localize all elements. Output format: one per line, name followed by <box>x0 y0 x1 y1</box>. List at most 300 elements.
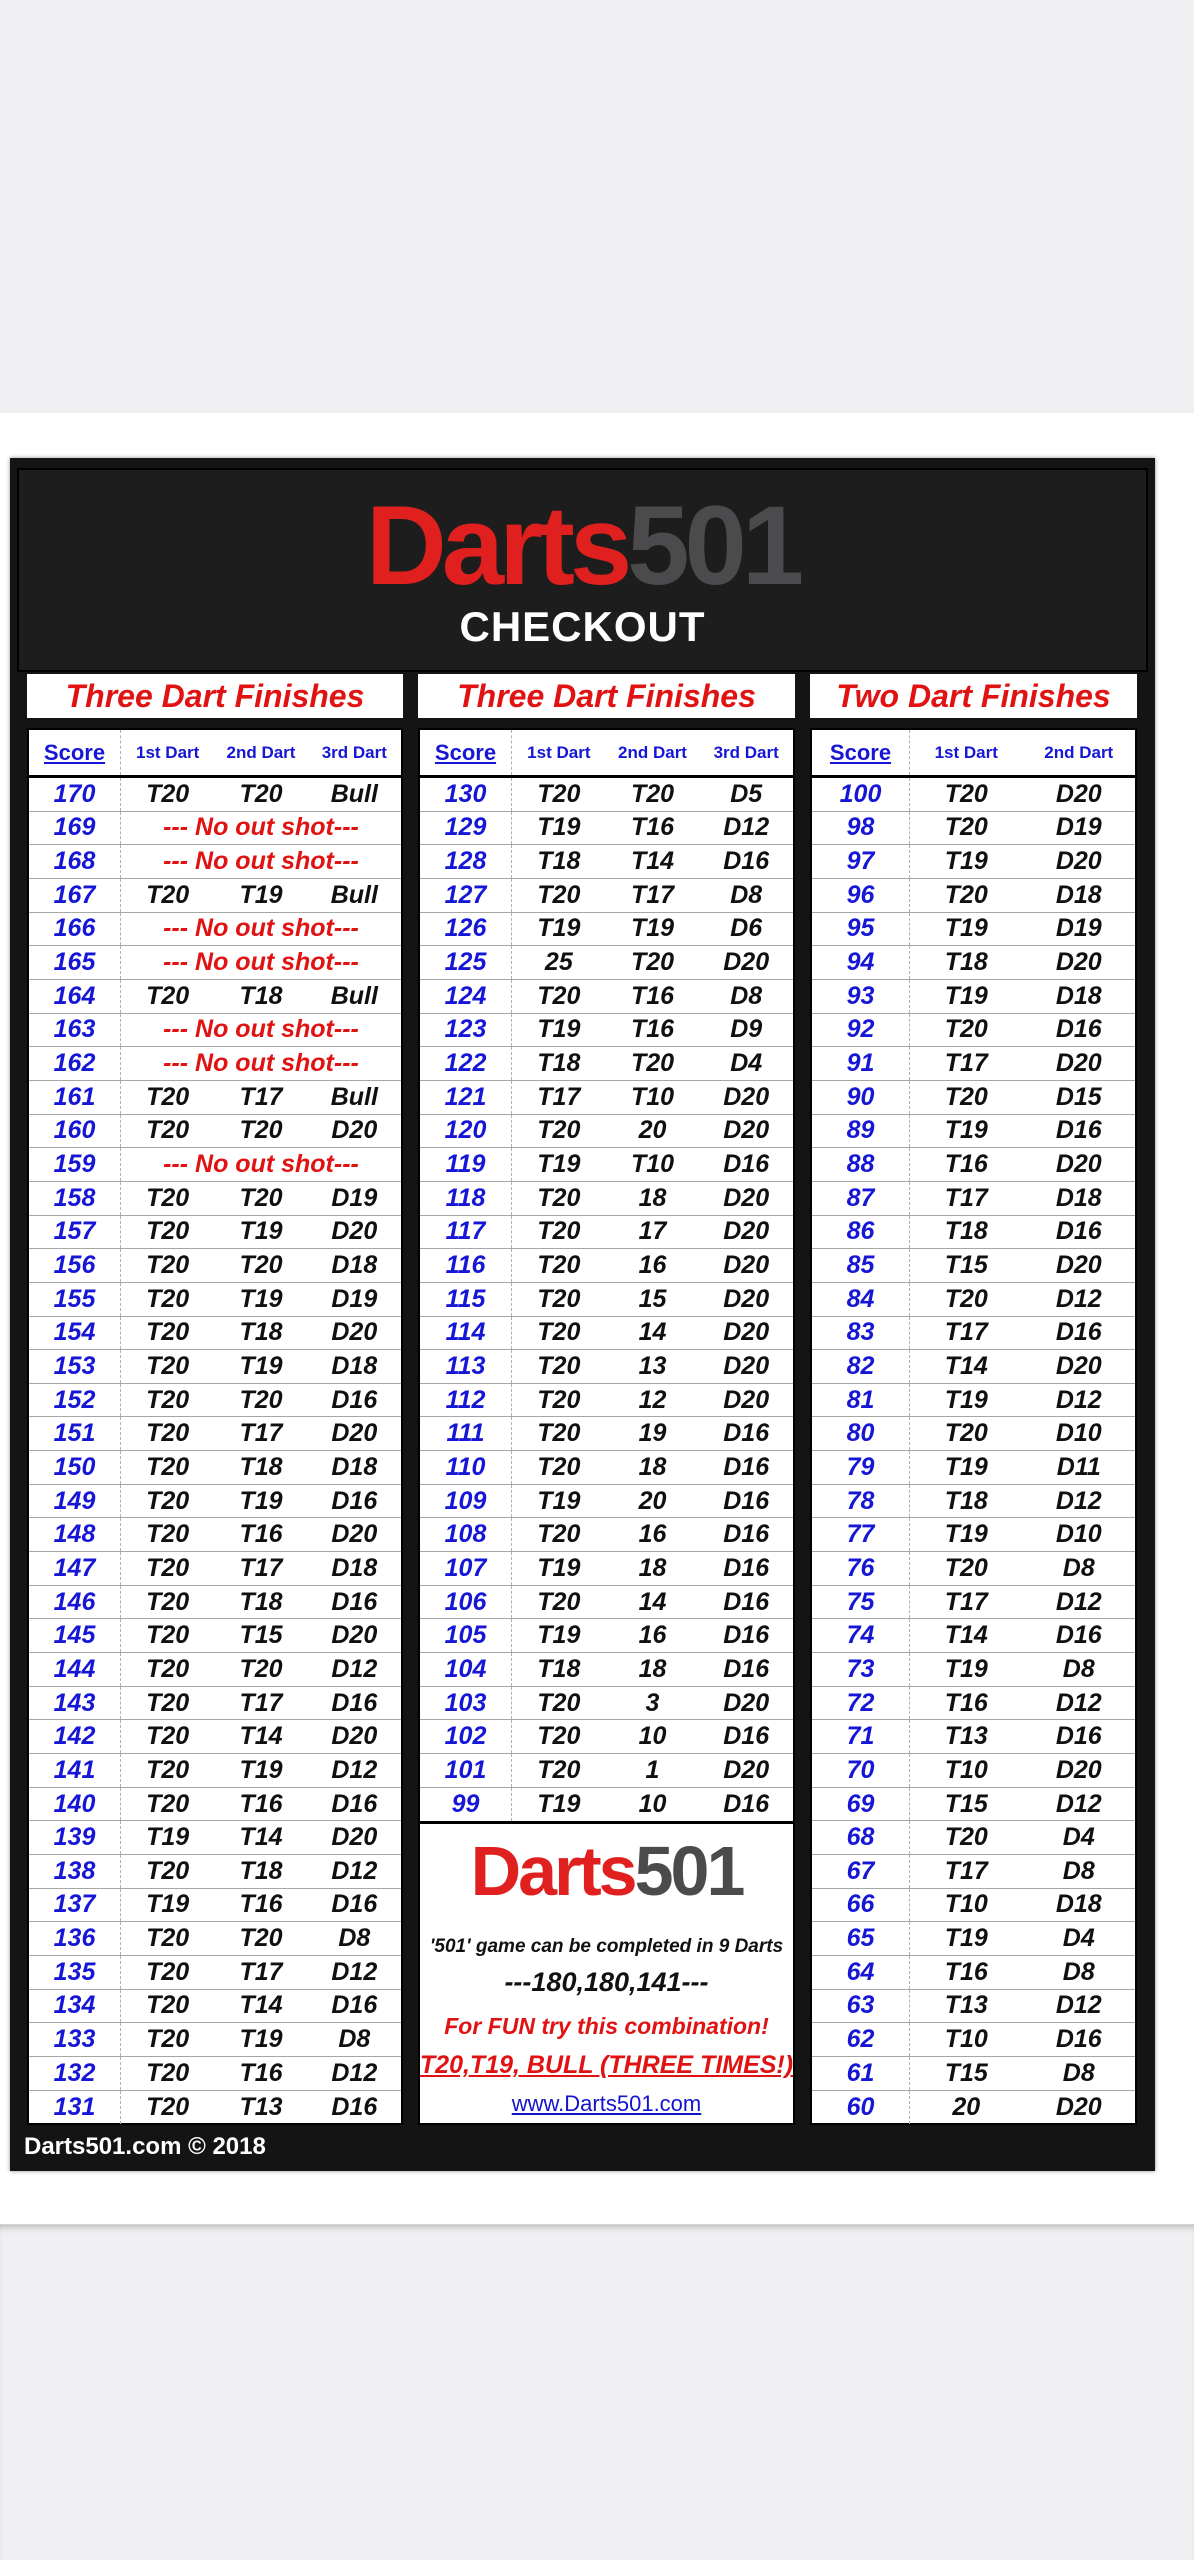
dart-value: T16 <box>944 1957 988 1986</box>
table-row <box>420 1081 793 1115</box>
score-cell <box>29 1081 121 1114</box>
checkout-chart-document <box>10 458 1155 2171</box>
score-header-label: Score <box>434 739 497 765</box>
table-row <box>812 1249 1135 1283</box>
dart-value: T20 <box>537 1587 581 1616</box>
score-value: 158 <box>53 1183 96 1212</box>
dart-value: D18 <box>331 1251 378 1280</box>
dart-value: T20 <box>146 2058 190 2087</box>
score-cell <box>420 845 512 878</box>
darts-cells <box>910 1754 1135 1787</box>
darts-cells <box>512 1283 793 1316</box>
score-cell <box>29 812 121 845</box>
dart-value: T20 <box>146 1991 190 2020</box>
table-row <box>420 1417 793 1451</box>
darts-cells <box>910 1182 1135 1215</box>
dart-column-header: 1st Dart <box>136 742 200 762</box>
score-value: 161 <box>53 1082 96 1111</box>
table-row <box>812 1014 1135 1048</box>
table-row <box>812 1182 1135 1216</box>
dart-value: T18 <box>944 1217 988 1246</box>
table-row <box>29 1720 401 1754</box>
dart-value: D12 <box>1055 1587 1102 1616</box>
dart-value: D16 <box>723 1654 770 1683</box>
table-row <box>420 1283 793 1317</box>
table-row <box>29 1788 401 1822</box>
score-cell <box>420 1451 512 1484</box>
score-value: 83 <box>846 1318 875 1347</box>
score-value: 97 <box>846 847 875 876</box>
dart-value: T16 <box>239 1890 283 1919</box>
dart-value: T20 <box>239 779 283 808</box>
dart-value: T20 <box>146 880 190 909</box>
score-value: 118 <box>445 1183 486 1212</box>
score-header-label: Score <box>43 739 106 765</box>
score-value: 112 <box>445 1385 486 1414</box>
dart-value: T20 <box>146 1385 190 1414</box>
dart-value: T20 <box>944 1284 988 1313</box>
dart-value: D16 <box>331 1789 378 1818</box>
score-cell <box>812 879 910 912</box>
dart-value: D16 <box>331 2092 378 2121</box>
dart-value: T20 <box>537 1520 581 1549</box>
dart-value: 15 <box>638 1284 667 1313</box>
dart-value: D18 <box>331 1351 378 1380</box>
darts-cells <box>512 1552 793 1585</box>
dart-value: T16 <box>944 1688 988 1717</box>
table-row <box>29 946 401 980</box>
dart-value: T20 <box>944 880 988 909</box>
score-cell <box>420 1552 512 1585</box>
copyright-text: Darts501.com © 2018 <box>24 2133 266 2160</box>
score-value: 76 <box>846 1553 875 1582</box>
dart-value: D16 <box>723 1621 770 1650</box>
score-value: 94 <box>846 948 875 977</box>
score-value: 142 <box>53 1722 96 1751</box>
dart-value: D8 <box>1062 1856 1095 1885</box>
score-cell <box>29 1216 121 1249</box>
score-value: 100 <box>839 779 882 808</box>
dart-value: T20 <box>944 1553 988 1582</box>
dart-value: D20 <box>1055 779 1102 808</box>
dart-value: T20 <box>146 2092 190 2121</box>
score-value: 152 <box>53 1385 96 1414</box>
dart-value: T10 <box>944 2025 988 2054</box>
dart-value: T20 <box>146 1654 190 1683</box>
dart-value: 14 <box>638 1318 667 1347</box>
table-row <box>420 1788 793 1822</box>
dart-value: D16 <box>723 1790 770 1819</box>
dart-value: T13 <box>944 1722 988 1751</box>
dart-value: D16 <box>331 1587 378 1616</box>
score-value: 91 <box>846 1049 875 1078</box>
dart-value: T20 <box>146 1722 190 1751</box>
dart-value: T13 <box>944 1991 988 2020</box>
score-cell <box>420 1148 512 1181</box>
darts-cells <box>910 980 1135 1013</box>
score-value: 150 <box>53 1452 96 1481</box>
dart-value: T19 <box>944 981 988 1010</box>
score-cell <box>420 1384 512 1417</box>
darts-cells <box>910 1922 1135 1955</box>
dart-value: D20 <box>1055 1351 1102 1380</box>
score-cell <box>812 2057 910 2090</box>
dart-value: D20 <box>723 1755 770 1784</box>
table-row <box>812 1115 1135 1149</box>
dart-value: T17 <box>537 1082 581 1111</box>
dart-value: T18 <box>239 1318 283 1347</box>
score-value: 128 <box>444 847 487 876</box>
dart-value: Bull <box>330 1082 378 1111</box>
score-cell <box>420 913 512 946</box>
dart-value: T19 <box>944 1520 988 1549</box>
darts-cells <box>121 1889 401 1922</box>
table-row <box>812 1350 1135 1384</box>
promo-text-for-fun: For FUN try this combination! <box>444 2013 769 2040</box>
table-row <box>29 845 401 879</box>
darts-cells <box>512 1586 793 1619</box>
dart-value: T19 <box>537 1486 581 1515</box>
dart-value: D16 <box>1055 2025 1102 2054</box>
score-cell <box>29 1720 121 1753</box>
darts-cells <box>512 946 793 979</box>
table-body <box>29 778 401 2124</box>
dart-value: T19 <box>537 1553 581 1582</box>
table-row <box>420 1720 793 1754</box>
dart-value: D19 <box>331 1284 378 1313</box>
table-row <box>812 913 1135 947</box>
table-row <box>420 1148 793 1182</box>
dart-value: T20 <box>239 1183 283 1212</box>
dart-value: D4 <box>1062 1924 1095 1953</box>
table-row <box>812 1081 1135 1115</box>
dart-column-header: 3rd Dart <box>713 742 779 762</box>
score-cell <box>812 1485 910 1518</box>
score-value: 136 <box>53 1924 96 1953</box>
dart-value: T16 <box>239 1789 283 1818</box>
dart-value: D20 <box>331 1217 378 1246</box>
table-row <box>29 1687 401 1721</box>
dart-value: D10 <box>1055 1419 1102 1448</box>
darts-cells <box>121 1485 401 1518</box>
score-cell <box>29 1619 121 1652</box>
score-cell <box>812 1216 910 1249</box>
finishes-table-3 <box>810 728 1137 2125</box>
dart-value: T20 <box>944 1419 988 1448</box>
score-value: 88 <box>846 1150 875 1179</box>
table-row <box>420 778 793 812</box>
darts-cells <box>910 1821 1135 1854</box>
dart-value: T20 <box>146 1924 190 1953</box>
dart-value: D12 <box>331 1654 378 1683</box>
dart-value: D16 <box>331 1486 378 1515</box>
darts-cells <box>121 1552 401 1585</box>
dart-value: D12 <box>1055 1385 1102 1414</box>
score-cell <box>29 1047 121 1080</box>
score-cell <box>812 1317 910 1350</box>
score-cell <box>420 980 512 1013</box>
score-cell <box>29 1148 121 1181</box>
dart-value: T19 <box>537 1150 581 1179</box>
darts-cells <box>910 2057 1135 2090</box>
darts-cells <box>910 1451 1135 1484</box>
dart-value: 18 <box>638 1452 667 1481</box>
dart-value: T16 <box>944 1150 988 1179</box>
score-cell <box>812 1249 910 1282</box>
darts-cells <box>121 1249 401 1282</box>
dart-value: D20 <box>1055 1049 1102 1078</box>
darts-cells <box>910 1720 1135 1753</box>
table-row <box>812 1384 1135 1418</box>
score-cell <box>812 1754 910 1787</box>
darts-cells <box>121 1788 401 1821</box>
score-cell <box>812 1148 910 1181</box>
score-cell <box>812 1990 910 2023</box>
dart-value: D12 <box>1055 1284 1102 1313</box>
table-row <box>29 1586 401 1620</box>
table-row <box>812 1047 1135 1081</box>
table-row <box>29 1754 401 1788</box>
score-cell <box>420 1283 512 1316</box>
dart-value: T20 <box>146 1520 190 1549</box>
dart-value: T10 <box>944 1890 988 1919</box>
table-row <box>812 946 1135 980</box>
table-row <box>29 1653 401 1687</box>
score-value: 79 <box>846 1452 875 1481</box>
score-value: 60 <box>846 2092 875 2121</box>
section-title-two-dart-finishes: Two Dart Finishes <box>810 674 1137 718</box>
score-value: 160 <box>53 1116 96 1145</box>
darts-cells <box>121 1384 401 1417</box>
score-cell <box>812 778 910 811</box>
dart-value: T19 <box>239 1755 283 1784</box>
darts-cells <box>121 1047 401 1080</box>
darts-cells <box>910 1687 1135 1720</box>
table-row <box>420 913 793 947</box>
dart-value: T19 <box>944 847 988 876</box>
dart-value: T19 <box>146 1890 190 1919</box>
section-title-three-dart-finishes-2: Three Dart Finishes <box>418 674 795 718</box>
dart-value: D20 <box>723 1082 770 1111</box>
dart-value: D20 <box>1055 1251 1102 1280</box>
darts-cells <box>512 1687 793 1720</box>
dart-value: T10 <box>630 1082 675 1111</box>
score-cell <box>812 1619 910 1652</box>
dart-value: T20 <box>239 1385 283 1414</box>
score-cell <box>812 1720 910 1753</box>
dart-value: D12 <box>331 1957 378 1986</box>
darts-cells <box>910 1956 1135 1989</box>
darts-cells <box>121 913 401 946</box>
dart-value: T19 <box>537 813 581 842</box>
score-value: 170 <box>53 779 96 808</box>
darts-cells <box>121 1855 401 1888</box>
dart-value: T20 <box>146 1553 190 1582</box>
darts-cells <box>512 812 793 845</box>
score-cell <box>420 1417 512 1450</box>
darts-cells <box>910 812 1135 845</box>
table-row <box>29 1182 401 1216</box>
dart-value: T18 <box>239 981 283 1010</box>
dart-value: D16 <box>1055 1318 1102 1347</box>
darts501-website-link[interactable]: www.Darts501.com <box>511 2091 702 2117</box>
score-value: 145 <box>53 1621 96 1650</box>
dart-value: T17 <box>944 1049 988 1078</box>
darts-cells <box>121 1990 401 2023</box>
dart-value: D8 <box>730 981 763 1010</box>
darts-cells <box>910 1518 1135 1551</box>
table-row <box>812 1216 1135 1250</box>
score-cell <box>812 1821 910 1854</box>
score-value: 159 <box>53 1150 96 1179</box>
table-row <box>29 1518 401 1552</box>
table-row <box>812 2057 1135 2091</box>
darts-cells <box>512 1047 793 1080</box>
score-value: 102 <box>444 1722 487 1751</box>
darts-cells <box>910 1485 1135 1518</box>
score-cell <box>29 1821 121 1854</box>
darts-cells <box>512 1081 793 1114</box>
dart-value: D20 <box>723 1351 770 1380</box>
score-cell <box>29 1350 121 1383</box>
dart-value: T20 <box>537 1452 581 1481</box>
table-row <box>29 1417 401 1451</box>
dart-value: T20 <box>630 1049 675 1078</box>
dart-value: D19 <box>1055 813 1102 842</box>
score-cell <box>420 1653 512 1686</box>
dart-value: T20 <box>146 1082 190 1111</box>
darts-cells <box>121 2057 401 2090</box>
table-row <box>29 812 401 846</box>
score-value: 109 <box>444 1486 487 1515</box>
dart-value: D4 <box>730 1049 763 1078</box>
score-cell <box>29 1552 121 1585</box>
dart-value: T19 <box>239 1486 283 1515</box>
dart-value: T10 <box>944 1755 988 1784</box>
dart-value: D18 <box>1055 1890 1102 1919</box>
dart-value: T19 <box>944 1116 988 1145</box>
dart-value: T19 <box>239 1351 283 1380</box>
dart-value: T17 <box>239 1419 283 1448</box>
score-cell <box>812 946 910 979</box>
dart-value: D16 <box>1055 1621 1102 1650</box>
logo-text-501: 501 <box>634 1832 743 1911</box>
darts-cells <box>910 1081 1135 1114</box>
darts-cells <box>910 1350 1135 1383</box>
dart-column-headers <box>910 730 1135 775</box>
darts-cells <box>512 778 793 811</box>
darts-cells <box>121 1956 401 1989</box>
dart-value: T20 <box>146 1251 190 1280</box>
table-row <box>812 812 1135 846</box>
score-cell <box>812 913 910 946</box>
score-column-header <box>420 730 512 775</box>
dart-value: T14 <box>944 1621 988 1650</box>
dart-value: T18 <box>944 1486 988 1515</box>
table-header-row <box>420 730 793 778</box>
darts-cells <box>121 1148 401 1181</box>
score-cell <box>812 1451 910 1484</box>
darts-cells <box>512 1619 793 1652</box>
dart-value: D20 <box>331 1520 378 1549</box>
table-row <box>420 1485 793 1519</box>
dart-column-header: 2nd Dart <box>1044 742 1114 762</box>
darts-cells <box>121 879 401 912</box>
dart-value: T20 <box>944 1082 988 1111</box>
dart-value: T20 <box>146 1284 190 1313</box>
promo-text-combination: T20,T19, BULL (THREE TIMES!) <box>420 2051 793 2080</box>
score-value: 90 <box>846 1082 875 1111</box>
dart-value: T20 <box>537 880 581 909</box>
table-row <box>812 1317 1135 1351</box>
finishes-table-2 <box>418 728 795 2125</box>
score-cell <box>812 1014 910 1047</box>
score-cell <box>812 1384 910 1417</box>
score-value: 98 <box>846 813 875 842</box>
score-value: 68 <box>846 1823 875 1852</box>
dart-value: D11 <box>1056 1452 1101 1481</box>
table-row <box>812 1552 1135 1586</box>
table-row <box>29 1451 401 1485</box>
dart-value: D8 <box>338 2025 371 2054</box>
dart-value: T14 <box>239 1722 283 1751</box>
dart-value: D20 <box>331 1318 378 1347</box>
table-row <box>812 1586 1135 1620</box>
dart-value: T15 <box>944 1251 988 1280</box>
score-value: 122 <box>444 1049 487 1078</box>
score-value: 116 <box>445 1251 486 1280</box>
darts-cells <box>910 1014 1135 1047</box>
dart-value: 18 <box>638 1654 667 1683</box>
dart-value: D20 <box>723 1284 770 1313</box>
checkout-title: CHECKOUT <box>459 602 706 650</box>
table-row <box>29 2057 401 2091</box>
darts-cells <box>121 812 401 845</box>
score-value: 65 <box>846 1924 875 1953</box>
darts-cells <box>121 1283 401 1316</box>
table-row <box>420 1451 793 1485</box>
table-row <box>812 1855 1135 1889</box>
score-cell <box>812 1182 910 1215</box>
score-cell <box>812 1788 910 1821</box>
dart-value: T16 <box>630 981 675 1010</box>
score-cell <box>29 1115 121 1148</box>
dart-value: T19 <box>944 1452 988 1481</box>
dart-value: D12 <box>331 1755 378 1784</box>
score-value: 132 <box>53 2058 96 2087</box>
dart-value: D15 <box>1055 1082 1102 1111</box>
score-cell <box>29 1586 121 1619</box>
table-row <box>420 1518 793 1552</box>
score-cell <box>29 946 121 979</box>
score-cell <box>420 778 512 811</box>
score-value: 104 <box>444 1654 487 1683</box>
score-value: 71 <box>846 1722 875 1751</box>
score-cell <box>420 879 512 912</box>
dart-value: D20 <box>723 948 770 977</box>
dart-value: D10 <box>1055 1520 1102 1549</box>
score-cell <box>812 1417 910 1450</box>
section-title-three-dart-finishes-1: Three Dart Finishes <box>27 674 403 718</box>
dart-value: D16 <box>723 1722 770 1751</box>
dart-column-headers <box>121 730 401 775</box>
dart-column-header: 2nd Dart <box>618 742 687 762</box>
darts-cells <box>910 1552 1135 1585</box>
score-value: 108 <box>444 1520 487 1549</box>
score-value: 75 <box>846 1587 875 1616</box>
darts-cells <box>121 1451 401 1484</box>
score-value: 144 <box>53 1654 96 1683</box>
